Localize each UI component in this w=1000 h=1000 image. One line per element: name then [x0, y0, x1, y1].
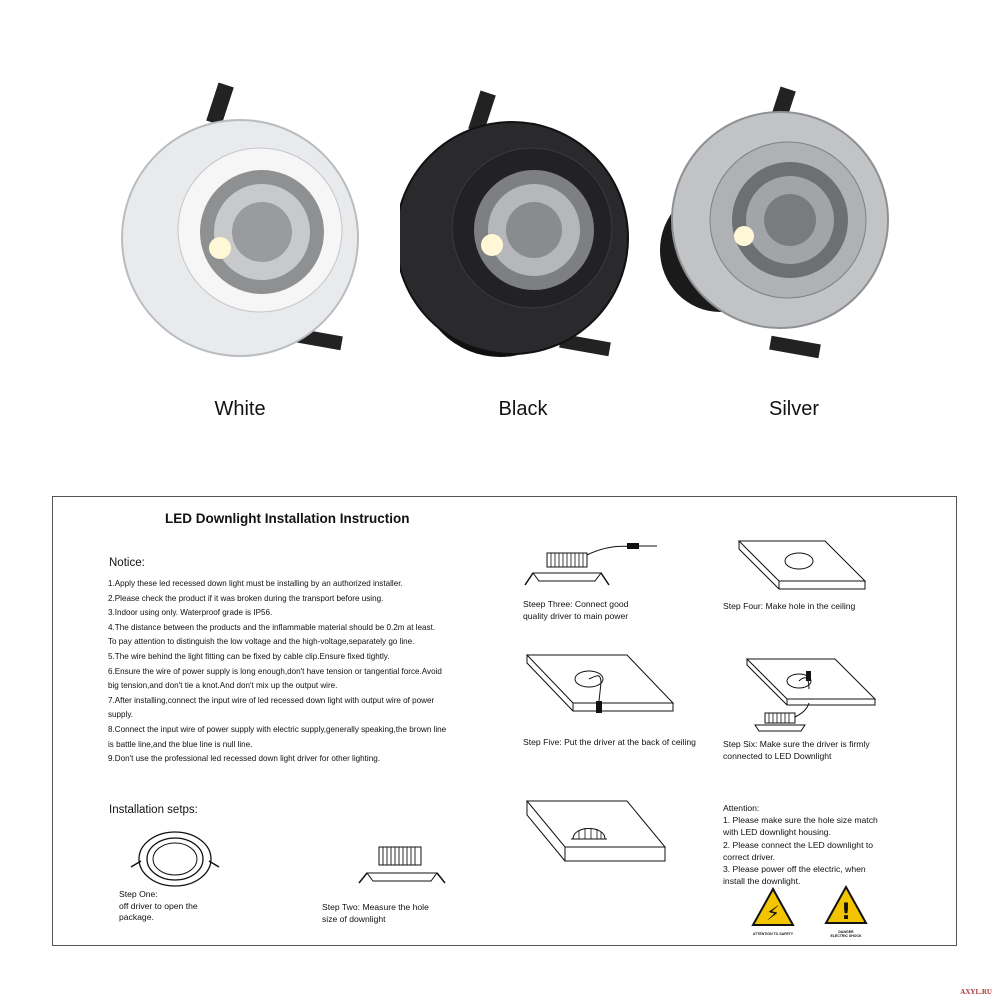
step-two-line: size of downlight	[322, 913, 386, 924]
notice-item: supply.	[108, 710, 134, 720]
product-label-black: Black	[498, 398, 548, 420]
attention-line: 3. Please power off the electric, when	[723, 864, 866, 875]
step-one-line: Step One:	[119, 889, 158, 899]
attention-line: Attention:	[723, 803, 760, 813]
product-silver-photo	[660, 70, 900, 390]
sheet-title: LED Downlight Installation Instruction	[165, 511, 410, 526]
product-white-photo	[120, 70, 360, 390]
product-label-white: White	[214, 398, 266, 420]
attention-line: 2. Please connect the LED downlight to	[723, 839, 874, 850]
danger-warning-sign	[821, 885, 871, 938]
attention-line: correct driver.	[723, 851, 776, 862]
notice-item: To pay attention to distinguish the low voltage and the high-voltage,separately go line.	[108, 637, 415, 647]
final-install-diagram	[523, 795, 673, 865]
attention-line: with LED downlight housing.	[723, 827, 831, 838]
notice-item: 1.Apply these led recessed down light must be installing by an authorized installer.	[108, 579, 403, 588]
step-six-line: Step Six: Make sure the driver is firmly	[723, 739, 870, 749]
step-one-text	[119, 889, 198, 924]
product-black-photo	[400, 70, 640, 390]
step-five-diagram	[523, 649, 683, 729]
notice-item: 7.After installing,connect the input wire of led recessed down light with output wire of power	[108, 695, 435, 705]
electric-shock-caption: ELECTRIC SHOCK	[830, 934, 862, 938]
step-six-diagram	[743, 653, 883, 743]
step-one-line: package.	[119, 912, 154, 922]
step-five-text	[523, 737, 696, 749]
notice-item: 6.Ensure the wire of power supply is long enough,don't have tension or tangential force.Avoid	[108, 666, 442, 676]
attention-line: 1. Please make sure the hole size match	[723, 815, 878, 826]
notice-item: big tension,and don't tie a knot.And don't mix up the output wire.	[108, 681, 338, 691]
notice-item: 4.The distance between the products and the inflammable material should be 0.2m at least.	[108, 622, 436, 632]
safety-warning-sign	[745, 887, 801, 936]
step-one-line: off driver to open the	[119, 900, 198, 911]
notice-item: is battle line,and the blue line is null line.	[108, 739, 253, 749]
exclamation-symbol: !	[840, 900, 852, 925]
step-four-diagram	[729, 535, 869, 605]
step-two-diagram	[357, 843, 447, 893]
product-label-silver: Silver	[768, 398, 819, 420]
step-three-diagram	[523, 539, 673, 589]
notice-list	[108, 577, 548, 767]
instruction-sheet	[52, 496, 957, 946]
step-six-line: connected to LED Downlight	[723, 750, 832, 761]
step-three-line: quality driver to main power	[523, 610, 629, 621]
watermark: AXYL.RU	[960, 988, 992, 996]
notice-item: 3.Indoor using only. Waterproof grade is IP56.	[108, 608, 273, 618]
step-four-line: Step Four: Make hole in the ceiling	[723, 601, 856, 611]
danger-caption: DANGER	[838, 930, 854, 934]
notice-item: 9.Don't use the professional led recessed down light driver for other lighting.	[108, 754, 380, 764]
installation-heading: Installation setps:	[109, 804, 198, 816]
high-voltage-icon	[751, 887, 795, 927]
notice-item: 8.Connect the input wire of power supply with electric supply,generally speaking,the brown line	[108, 724, 447, 734]
step-five-line: Step Five: Put the driver at the back of ceiling	[523, 737, 696, 747]
notice-item: 5.The wire behind the light fitting can be fixed by cable clip.Ensure fixed tightly.	[108, 651, 390, 661]
step-six-text	[723, 739, 870, 762]
exclamation-warning-icon	[824, 885, 868, 925]
step-four-text	[723, 601, 855, 613]
attention-line: install the downlight.	[723, 876, 801, 887]
notice-item: 2.Please check the product if it was broken during the transport before using.	[108, 593, 384, 603]
step-one-diagram	[127, 831, 223, 887]
high-voltage-symbol: ⚡	[765, 901, 781, 925]
attention-notes	[723, 802, 923, 887]
notice-heading: Notice:	[109, 557, 145, 569]
step-three-line: Steep Three: Connect good	[523, 599, 629, 609]
step-two-line: Step Two: Measure the hole	[322, 902, 429, 912]
safety-warning-caption: ATTENTION TO SAFETY	[752, 932, 794, 936]
step-two-text	[322, 902, 429, 925]
step-three-text	[523, 599, 628, 622]
